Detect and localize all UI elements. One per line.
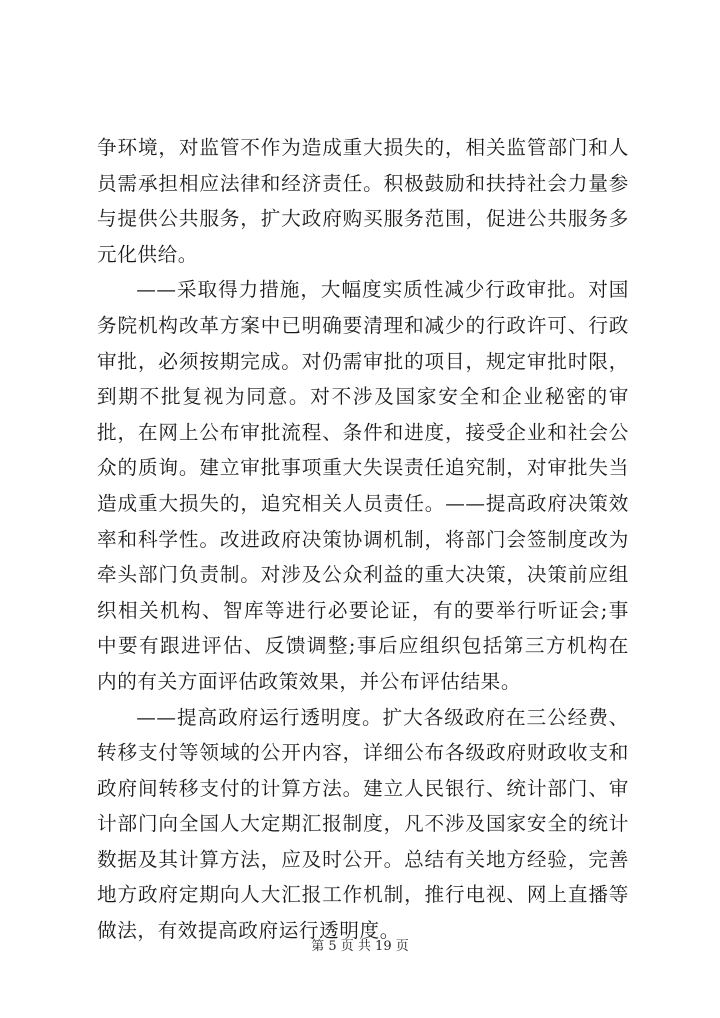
paragraph-1: 争环境，对监管不作为造成重大损失的，相关监管部门和人员需承担相应法律和经济责任。积极鼓励和扶持社会力量参与提供公共服务，扩大政府购买服务范围，促进公共服务多元化供给。 bbox=[97, 136, 629, 266]
paragraph-3: ——提高政府运行透明度。扩大各级政府在三公经费、转移支付等领域的公开内容，详细公布各级政府财政收支和政府间转移支付的计算方法。建立人民银行、统计部门、审计部门向全国人大定期汇报制度，凡不涉及国家安全的统计数据及其计算方法，应及时公开。总结有关地方经验，完善地方政府定期向人大汇报工作机制，推行电视、网上直播等做法，有效提高政府运行透明度。 bbox=[97, 705, 629, 943]
body-text bbox=[97, 130, 629, 949]
paragraph-2: ——采取得力措施，大幅度实质性减少行政审批。对国务院机构改革方案中已明确要清理和减少的行政许可、行政审批，必须按期完成。对仍需审批的项目，规定审批时限，到期不批复视为同意。对不涉及国家安全和企业秘密的审批，在网上公布审批流程、条件和进度，接受企业和社会公众的质询。建立审批事项重大失误责任追究制，对审批失当造成重大损失的，追究相关人员责任。——提高政府决策效率和科学性。改进政府决策协调机制，将部门会签制度改为牵头部门负责制。对涉及公众利益的重大决策，决策前应组织相关机构、智库等进行必要论证，有的要举行听证会;事中要有跟进评估、反馈调整;事后应组织包括第三方机构在内的有关方面评估政策效果，并公布评估结果。 bbox=[97, 278, 629, 693]
page-footer bbox=[0, 938, 720, 956]
page-number: 第 5 页 共 19 页 bbox=[311, 939, 409, 954]
